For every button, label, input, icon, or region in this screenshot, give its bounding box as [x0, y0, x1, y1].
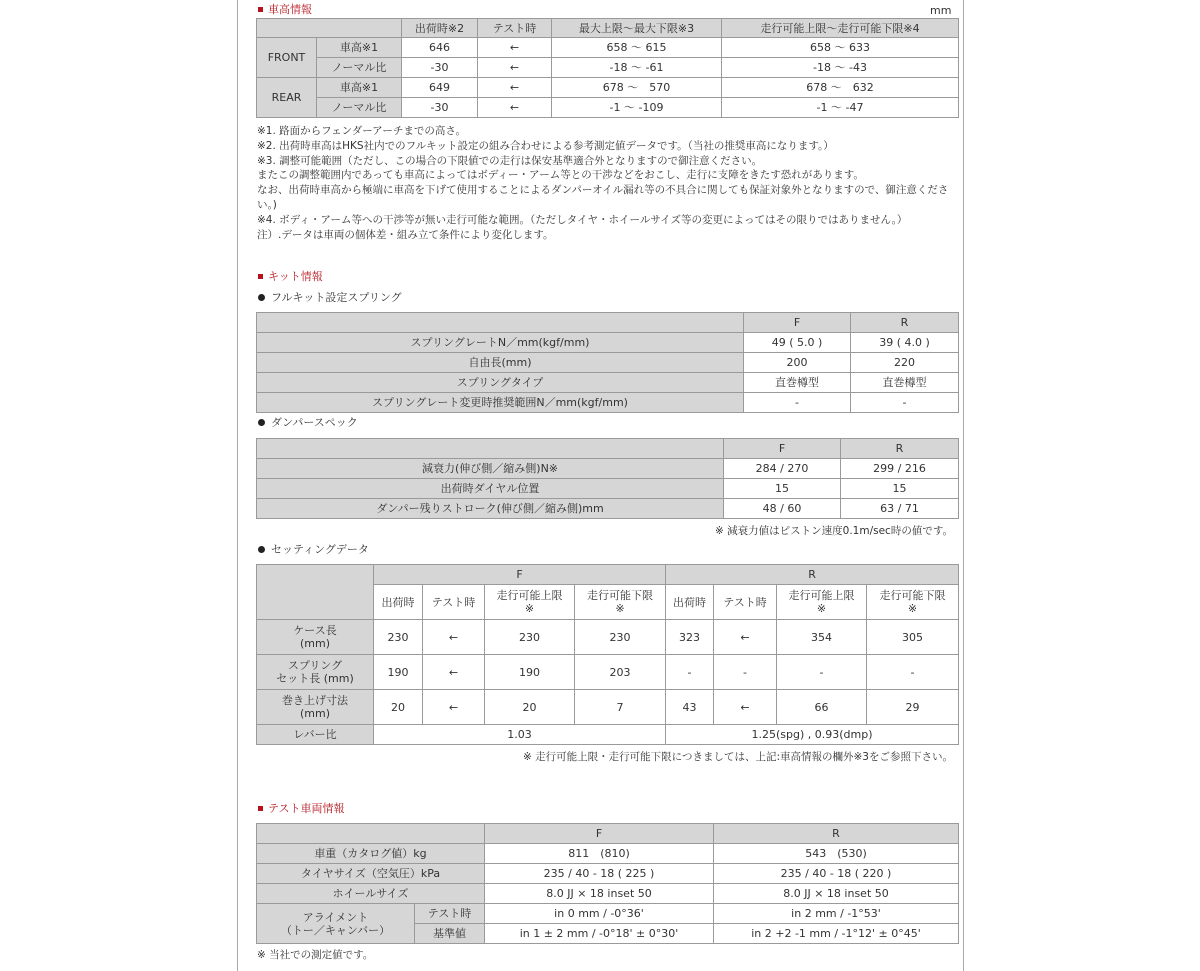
sub-header: テスト時	[423, 585, 485, 620]
row-label: ホイールサイズ	[257, 884, 485, 904]
cell: 直巻樽型	[744, 373, 851, 393]
cell: 7	[575, 690, 666, 725]
row-label: 車重（カタログ値）kg	[257, 844, 485, 864]
cell: 235 / 40 - 18 ( 220 )	[714, 864, 959, 884]
cell: 15	[724, 479, 841, 499]
cell: -1 ～ -47	[722, 98, 959, 118]
sub-header: 出荷時	[374, 585, 423, 620]
square-bullet-icon	[258, 7, 263, 12]
row-label: ケース長 (mm)	[257, 620, 374, 655]
cell: 230	[485, 620, 575, 655]
cell: 811 (810)	[485, 844, 714, 864]
row-label: 車高※1	[317, 38, 402, 58]
header-blank	[257, 439, 724, 459]
cell: -30	[402, 98, 478, 118]
note-line: なお、出荷時車高から極端に車高を下げて使用することによるダンパーオイル漏れ等の不具合に関しても保証対象外となりますので、御注意ください。)	[257, 184, 949, 211]
cell: 8.0 JJ × 18 inset 50	[714, 884, 959, 904]
cell: ←	[423, 620, 485, 655]
row-label: ノーマル比	[317, 98, 402, 118]
cell: ←	[423, 655, 485, 690]
cell: ←	[714, 690, 777, 725]
cell: 200	[744, 353, 851, 373]
damper-table	[256, 438, 959, 519]
row-sublabel: 基準値	[415, 924, 485, 944]
cell: 299 / 216	[841, 459, 959, 479]
subsection-title-damper: ダンパースペック	[258, 416, 358, 430]
cell: ←	[423, 690, 485, 725]
row-label-alignment: アライメント （トー／キャンバー）	[257, 904, 415, 944]
cell: 543 (530)	[714, 844, 959, 864]
cell: -18 ～ -61	[552, 58, 722, 78]
cell: -18 ～ -43	[722, 58, 959, 78]
cell: 直巻樽型	[851, 373, 959, 393]
note-line: 注）.データは車両の個体差・組み立て条件により変化します。	[257, 228, 554, 241]
setting-note: ※ 走行可能上限・走行可能下限につきましては、上記:車高情報の欄外※3をご参照下さい。	[523, 751, 953, 763]
damper-note: ※ 減衰力値はピストン速度0.1m/sec時の値です。	[715, 525, 953, 537]
col-header-r: R	[851, 313, 959, 333]
cell: -	[714, 655, 777, 690]
col-header: 最大上限～最大下限※3	[552, 19, 722, 38]
cell: 43	[666, 690, 714, 725]
cell: 66	[777, 690, 867, 725]
row-label: 自由長(mm)	[257, 353, 744, 373]
sub-header: 走行可能上限 ※	[485, 585, 575, 620]
group-label-rear: REAR	[257, 78, 317, 118]
cell: 220	[851, 353, 959, 373]
cell: 29	[867, 690, 959, 725]
cell: 323	[666, 620, 714, 655]
section-title-vehicle-height: 車高情報	[258, 3, 312, 17]
cell: 48 / 60	[724, 499, 841, 519]
cell: -	[744, 393, 851, 413]
note-line: ※4. ボディ・アーム等への干渉等が無い走行可能な範囲。（ただしタイヤ・ホイールサイズ等の変更によってはその限りではありません。）	[257, 213, 908, 226]
note-line: ※1. 路面からフェンダーアーチまでの高さ。	[257, 125, 466, 137]
row-label: ダンパー残りストローク(伸び側／縮み側)mm	[257, 499, 724, 519]
cell: ←	[478, 58, 552, 78]
header-blank	[257, 824, 485, 844]
subsection-title-setting: セッティングデータ	[258, 543, 369, 557]
cell: in 2 +2 -1 mm / -1°12' ± 0°45'	[714, 924, 959, 944]
spring-table	[256, 312, 959, 413]
cell: 20	[374, 690, 423, 725]
cell: in 1 ± 2 mm / -0°18' ± 0°30'	[485, 924, 714, 944]
cell: 284 / 270	[724, 459, 841, 479]
vehicle-height-notes	[257, 124, 957, 242]
col-header-f: F	[744, 313, 851, 333]
col-header: 出荷時※2	[402, 19, 478, 38]
row-label-lever: レバー比	[257, 725, 374, 745]
row-label: 出荷時ダイヤル位置	[257, 479, 724, 499]
subsection-title-spring: フルキット設定スプリング	[258, 291, 402, 305]
row-label: 車高※1	[317, 78, 402, 98]
vehicle-height-table	[256, 18, 959, 118]
lever-f: 1.03	[374, 725, 666, 745]
square-bullet-icon	[258, 274, 263, 279]
cell: 646	[402, 38, 478, 58]
section-title-kit-info: キット情報	[258, 270, 323, 284]
sub-header: テスト時	[714, 585, 777, 620]
row-label: 減衰力(伸び側／縮み側)N※	[257, 459, 724, 479]
header-blank	[257, 19, 402, 38]
row-label: スプリングレートN／mm(kgf/mm)	[257, 333, 744, 353]
cell: -	[851, 393, 959, 413]
cell: 8.0 JJ × 18 inset 50	[485, 884, 714, 904]
cell: 658 ～ 615	[552, 38, 722, 58]
cell: 15	[841, 479, 959, 499]
header-blank	[257, 313, 744, 333]
cell: 190	[485, 655, 575, 690]
cell: 230	[374, 620, 423, 655]
group-header-f: F	[374, 565, 666, 585]
cell: -30	[402, 58, 478, 78]
sub-header: 出荷時	[666, 585, 714, 620]
sub-header: 走行可能上限 ※	[777, 585, 867, 620]
cell: 235 / 40 - 18 ( 225 )	[485, 864, 714, 884]
sub-header: 走行可能下限 ※	[867, 585, 959, 620]
cell: in 0 mm / -0°36'	[485, 904, 714, 924]
note-line: ※3. 調整可能範囲（ただし、この場合の下限値での走行は保安基準適合外となりますので御注意ください。	[257, 154, 763, 167]
row-label: タイヤサイズ（空気圧）kPa	[257, 864, 485, 884]
cell: 39 ( 4.0 )	[851, 333, 959, 353]
cell: 649	[402, 78, 478, 98]
cell: -	[777, 655, 867, 690]
group-label-front: FRONT	[257, 38, 317, 78]
test-vehicle-note: ※ 当社での測定値です。	[257, 949, 374, 961]
row-label: スプリング セット長 (mm)	[257, 655, 374, 690]
sub-header: 走行可能下限 ※	[575, 585, 666, 620]
note-line: ※2. 出荷時車高はHKS社内でのフルキット設定の組み合わせによる参考測定値データです。（当社の推奨車高になります。）	[257, 139, 834, 152]
cell: 678 ～ 632	[722, 78, 959, 98]
section-title-test-vehicle: テスト車両情報	[258, 802, 345, 816]
col-header: 走行可能上限～走行可能下限※4	[722, 19, 959, 38]
cell: 20	[485, 690, 575, 725]
unit-label: mm	[930, 4, 952, 17]
cell: 354	[777, 620, 867, 655]
col-header-r: R	[841, 439, 959, 459]
cell: 63 / 71	[841, 499, 959, 519]
square-bullet-icon	[258, 806, 263, 811]
cell: 230	[575, 620, 666, 655]
cell: 203	[575, 655, 666, 690]
col-header-f: F	[724, 439, 841, 459]
cell: 49 ( 5.0 )	[744, 333, 851, 353]
col-header-f: F	[485, 824, 714, 844]
cell: -	[867, 655, 959, 690]
row-label: 巻き上げ寸法 (mm)	[257, 690, 374, 725]
col-header: テスト時	[478, 19, 552, 38]
cell: ←	[478, 78, 552, 98]
cell: 305	[867, 620, 959, 655]
circle-bullet-icon	[258, 419, 265, 426]
circle-bullet-icon	[258, 546, 265, 553]
cell: ←	[478, 38, 552, 58]
cell: 190	[374, 655, 423, 690]
group-header-r: R	[666, 565, 959, 585]
cell: 658 ～ 633	[722, 38, 959, 58]
cell: -	[666, 655, 714, 690]
lever-r: 1.25(spg) , 0.93(dmp)	[666, 725, 959, 745]
setting-data-table	[256, 564, 959, 745]
row-sublabel: テスト時	[415, 904, 485, 924]
test-vehicle-table	[256, 823, 959, 944]
circle-bullet-icon	[258, 294, 265, 301]
cell: 678 ～ 570	[552, 78, 722, 98]
col-header-r: R	[714, 824, 959, 844]
header-blank	[257, 565, 374, 620]
row-label: ノーマル比	[317, 58, 402, 78]
cell: in 2 mm / -1°53'	[714, 904, 959, 924]
cell: -1 ～ -109	[552, 98, 722, 118]
note-line: またこの調整範囲内であっても車高によってはボディー・アーム等との干渉などをおこし、走行に支障をきたす恐れがあります。	[257, 169, 864, 182]
row-label: スプリングレート変更時推奨範囲N／mm(kgf/mm)	[257, 393, 744, 413]
cell: ←	[714, 620, 777, 655]
row-label: スプリングタイプ	[257, 373, 744, 393]
cell: ←	[478, 98, 552, 118]
